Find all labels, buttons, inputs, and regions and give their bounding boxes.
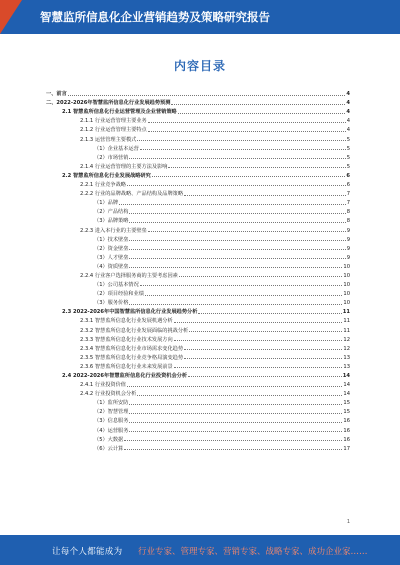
toc-entry-title: （5）大数据 [94, 436, 124, 443]
toc-entry[interactable] [46, 234, 350, 243]
table-of-contents [46, 88, 350, 452]
toc-entry[interactable] [46, 179, 350, 188]
report-footer-banner [0, 535, 400, 565]
toc-entry-page: 5 [346, 136, 350, 143]
toc-entry-title: 2.2 智慧监所信息化行业发展战略研究 [62, 172, 151, 179]
toc-dot-leader [129, 304, 342, 305]
toc-dot-leader [148, 231, 346, 232]
toc-entry-title: （1）品牌 [94, 200, 119, 207]
toc-entry[interactable] [46, 315, 350, 324]
toc-dot-leader [174, 367, 343, 368]
toc-entry-title: 2.3.2 智慧监所信息化行业发展面临的挑战分析 [80, 327, 189, 334]
toc-dot-leader [129, 258, 345, 259]
toc-entry-page: 10 [343, 300, 350, 307]
toc-entry-page: 16 [343, 427, 350, 434]
toc-dot-leader [127, 185, 346, 186]
toc-dot-leader [129, 240, 345, 241]
toc-entry-page: 14 [343, 382, 350, 389]
toc-entry-page: 9 [346, 227, 350, 234]
toc-entry-title: （3）服务价格 [94, 300, 129, 307]
toc-entry[interactable] [46, 397, 350, 406]
toc-dot-leader [137, 395, 342, 396]
toc-dot-leader [152, 176, 346, 177]
toc-entry-page: 10 [343, 282, 350, 289]
toc-entry-page: 5 [346, 163, 350, 170]
toc-dot-leader [188, 376, 342, 377]
toc-entry-page: 10 [343, 272, 350, 279]
toc-dot-leader [171, 104, 345, 105]
toc-entry-page: 16 [343, 436, 350, 443]
toc-entry-title: 2.3 2022-2026年中国智慧监所信息化行业发展趋势分析 [62, 309, 198, 316]
toc-entry-title: 2.2.3 进入本行业的主要壁垒 [80, 227, 147, 234]
toc-entry[interactable] [46, 188, 350, 197]
toc-entry-title: 2.3.6 智慧监所信息化行业未来发展前景 [80, 363, 173, 370]
toc-entry-page: 4 [346, 109, 350, 116]
toc-entry-title: （2）产品结构 [94, 209, 129, 216]
toc-entry-page: 9 [346, 236, 350, 243]
toc-entry-title: （2）资金壁垒 [94, 245, 129, 252]
toc-entry[interactable] [46, 343, 350, 352]
toc-entry-page: 11 [343, 318, 350, 325]
toc-entry[interactable] [46, 270, 350, 279]
toc-entry-page: 10 [343, 291, 350, 298]
toc-entry[interactable] [46, 297, 350, 306]
toc-entry-page: 17 [343, 445, 350, 452]
toc-entry[interactable] [46, 143, 350, 152]
toc-entry-page: 12 [343, 336, 350, 343]
toc-dot-leader [127, 386, 342, 387]
toc-entry-page: 4 [346, 100, 350, 107]
toc-entry[interactable] [46, 261, 350, 270]
toc-entry-page: 4 [346, 91, 350, 98]
toc-dot-leader [129, 431, 342, 432]
toc-entry[interactable] [46, 152, 350, 161]
toc-dot-leader [140, 149, 346, 150]
toc-entry[interactable] [46, 97, 350, 106]
toc-entry[interactable] [46, 106, 350, 115]
toc-entry-page: 8 [346, 209, 350, 216]
toc-entry-title: 2.1.3 运营管理主要模式 [80, 136, 137, 143]
toc-entry[interactable] [46, 415, 350, 424]
toc-dot-leader [148, 122, 346, 123]
toc-entry-page: 16 [343, 418, 350, 425]
toc-entry-title: （1）监所安防 [94, 400, 129, 407]
toc-entry-page: 8 [346, 218, 350, 225]
toc-dot-leader [148, 131, 346, 132]
toc-entry-title: 2.1.1 行业运营管理主要业务 [80, 118, 147, 125]
toc-dot-leader [129, 249, 345, 250]
toc-entry-page: 4 [346, 127, 350, 134]
toc-entry-page: 15 [343, 400, 350, 407]
toc-entry-title: （2）市场营销 [94, 154, 129, 161]
toc-entry-title: （6）云计算 [94, 445, 124, 452]
toc-dot-leader [124, 440, 342, 441]
header-red-accent [0, 0, 22, 34]
toc-entry-page: 7 [346, 200, 350, 207]
toc-entry[interactable] [46, 161, 350, 170]
toc-entry-page: 4 [346, 118, 350, 125]
toc-entry[interactable] [46, 306, 350, 315]
toc-dot-leader [129, 422, 342, 423]
toc-entry-page: 15 [343, 409, 350, 416]
toc-entry[interactable] [46, 115, 350, 124]
toc-entry-page: 5 [346, 154, 350, 161]
toc-dot-leader [124, 449, 342, 450]
toc-dot-leader [129, 158, 345, 159]
toc-entry-page: 13 [343, 354, 350, 361]
toc-dot-leader [137, 140, 345, 141]
toc-entry[interactable] [46, 133, 350, 142]
toc-entry-title: （3）品牌策略 [94, 218, 129, 225]
toc-entry[interactable] [46, 279, 350, 288]
toc-entry-title: 2.3.3 智慧监所信息化行业技术发展方向 [80, 336, 173, 343]
toc-entry-title: 2.1.4 行业运营管理的主要方法及影响 [80, 163, 168, 170]
toc-entry-title: （4）运营服务 [94, 427, 129, 434]
toc-dot-leader [129, 267, 342, 268]
toc-entry[interactable] [46, 243, 350, 252]
toc-entry-page: 6 [346, 182, 350, 189]
toc-entry-page: 9 [346, 254, 350, 261]
toc-entry-title: 2.3.4 智慧监所信息化行业市场需求变化趋势 [80, 345, 184, 352]
toc-dot-leader [198, 313, 341, 314]
toc-dot-leader [129, 404, 342, 405]
toc-entry-page: 7 [346, 191, 350, 198]
toc-entry-title: 2.1 智慧监所信息化行业运营管理及企业营销策略 [62, 109, 177, 116]
toc-dot-leader [129, 413, 342, 414]
toc-entry[interactable] [46, 352, 350, 361]
toc-entry-title: 2.4.2 行业投资机会分析 [80, 391, 137, 398]
toc-dot-leader [184, 349, 342, 350]
toc-entry-title: 2.4.1 行业投资价值 [80, 382, 126, 389]
toc-entry[interactable] [46, 206, 350, 215]
toc-dot-leader [174, 322, 343, 323]
toc-entry-title: 二、2022-2026年智慧监所信息化行业发展趋势预测 [46, 100, 171, 107]
toc-entry-title: 一、前言 [46, 91, 67, 98]
toc-dot-leader [168, 167, 345, 168]
toc-entry-page: 6 [346, 172, 350, 179]
toc-entry-title: 2.2.2 行业的品牌战略、产品结构及品牌策略 [80, 191, 184, 198]
report-title: 智慧监所信息化企业营销趋势及策略研究报告 [40, 10, 270, 24]
toc-dot-leader [174, 340, 343, 341]
toc-entry-title: （3）信息服务 [94, 418, 129, 425]
toc-entry[interactable] [46, 215, 350, 224]
toc-dot-leader [129, 222, 345, 223]
toc-entry[interactable] [46, 197, 350, 206]
toc-entry-title: 2.3.1 智慧监所信息化行业发展机遇分析 [80, 318, 173, 325]
toc-entry[interactable] [46, 424, 350, 433]
toc-entry[interactable] [46, 124, 350, 133]
toc-entry[interactable] [46, 361, 350, 370]
toc-entry-page: 10 [343, 263, 350, 270]
toc-entry-page: 11 [343, 327, 350, 334]
toc-entry-page: 9 [346, 245, 350, 252]
toc-entry-title: 2.2.1 行业竞争战略 [80, 182, 126, 189]
toc-entry-page: 11 [342, 309, 350, 316]
toc-entry-title: （4）资质壁垒 [94, 263, 129, 270]
toc-entry[interactable] [46, 224, 350, 233]
toc-dot-leader [184, 195, 346, 196]
toc-dot-leader [189, 331, 342, 332]
toc-entry[interactable] [46, 379, 350, 388]
footer-slogan-right: 行业专家、管理专家、营销专家、战略专家、成功企业家…… [138, 547, 368, 557]
toc-entry-title: （3）人才壁垒 [94, 254, 129, 261]
toc-entry[interactable] [46, 288, 350, 297]
page-number: 1 [346, 519, 350, 525]
toc-entry-title: 2.2.4 行业客户选择服务商的主要考虑因素 [80, 272, 178, 279]
toc-entry-title: （2）项目经验和业绩 [94, 291, 144, 298]
toc-entry[interactable] [46, 388, 350, 397]
toc-entry[interactable] [46, 443, 350, 452]
toc-dot-leader [179, 276, 343, 277]
toc-entry[interactable] [46, 88, 350, 97]
toc-entry-title: 2.4 2022-2026年智慧监所信息化行业投资机会分析 [62, 373, 188, 379]
toc-entry[interactable] [46, 334, 350, 343]
toc-entry-title: （2）智慧管理 [94, 409, 129, 416]
toc-dot-leader [68, 95, 346, 96]
toc-entry[interactable] [46, 252, 350, 261]
toc-dot-leader [140, 285, 343, 286]
toc-dot-leader [178, 113, 346, 114]
toc-entry[interactable] [46, 434, 350, 443]
toc-entry-title: （1）技术壁垒 [94, 236, 129, 243]
toc-entry-page: 14 [342, 373, 350, 379]
toc-entry-title: （1）企业基本运营 [94, 145, 139, 152]
toc-dot-leader [129, 213, 345, 214]
toc-entry-page: 5 [346, 145, 350, 152]
toc-entry-title: 2.1.2 行业运营管理主要特点 [80, 127, 147, 134]
toc-entry-title: 2.3.5 智慧监所信息化行业竞争格局演变趋势 [80, 354, 184, 361]
toc-heading: 内容目录 [173, 59, 226, 73]
toc-entry[interactable] [46, 324, 350, 333]
footer-slogan-left: 让每个人都能成为 [52, 547, 123, 557]
toc-dot-leader [184, 358, 342, 359]
toc-entry[interactable] [46, 370, 350, 379]
toc-dot-leader [145, 295, 342, 296]
report-header-banner [0, 0, 400, 34]
toc-entry-page: 14 [343, 391, 350, 398]
toc-entry[interactable] [46, 406, 350, 415]
toc-entry-page: 12 [343, 345, 350, 352]
toc-dot-leader [119, 204, 346, 205]
toc-entry-page: 13 [343, 363, 350, 370]
toc-entry-title: （1）公司基本情况 [94, 282, 139, 289]
toc-entry[interactable] [46, 170, 350, 179]
